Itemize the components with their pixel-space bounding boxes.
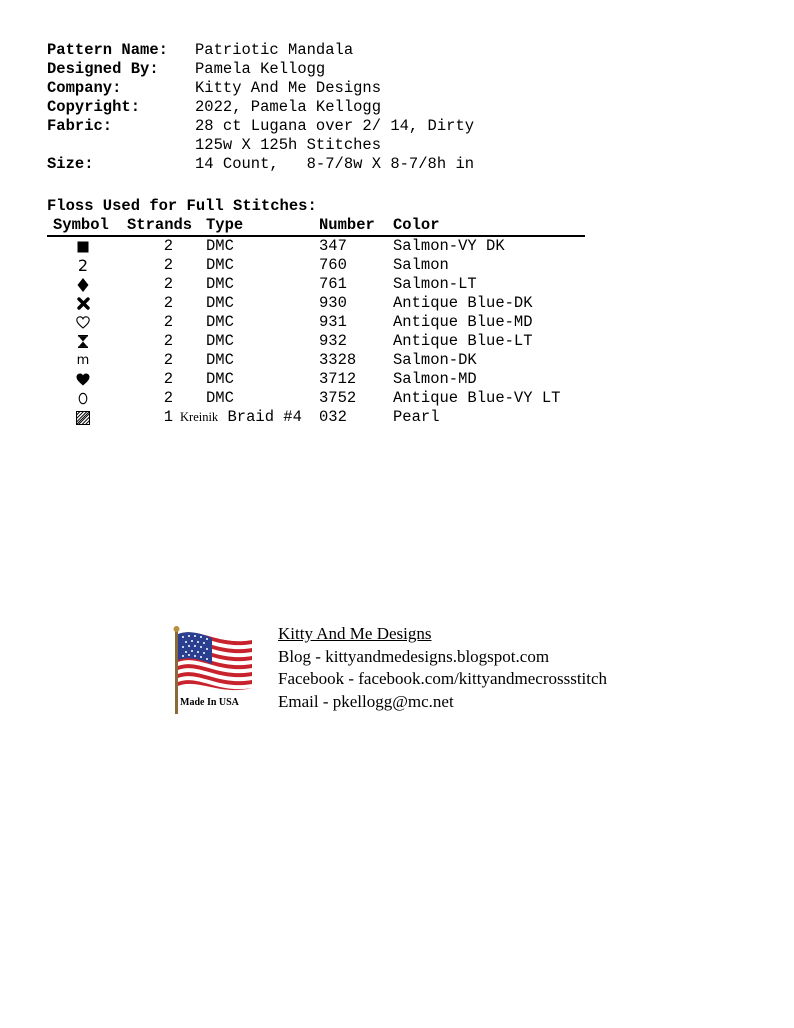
type-cell: DMC xyxy=(206,256,234,274)
strands-cell: 2 xyxy=(163,370,173,388)
hatched-square-icon xyxy=(75,408,91,427)
strands-cell: 2 xyxy=(163,256,173,274)
table-row xyxy=(47,332,585,351)
company-value: Kitty And Me Designs xyxy=(195,79,382,97)
type-cell: DMC xyxy=(206,351,234,369)
strands-cell: 2 xyxy=(163,294,173,312)
header-type: Type xyxy=(206,216,244,234)
color-cell: Salmon-LT xyxy=(393,275,477,293)
table-row xyxy=(47,408,585,427)
strands-cell: 1 xyxy=(163,408,173,426)
header-number: Number xyxy=(319,216,375,234)
type-cell: DMC xyxy=(206,294,234,312)
color-cell: Salmon-MD xyxy=(393,370,477,388)
color-cell: Salmon-DK xyxy=(393,351,477,369)
made-in-usa-flag xyxy=(168,624,256,716)
designed-by-value: Pamela Kellogg xyxy=(195,60,326,78)
type-cell: DMC xyxy=(206,275,234,293)
outline-oval-icon xyxy=(75,389,91,408)
floss-section-title: Floss Used for Full Stitches: xyxy=(47,197,317,215)
color-cell: Salmon xyxy=(393,256,449,274)
size-value: 14 Count, 8-7/8w X 8-7/8h in xyxy=(195,155,475,173)
color-cell: Antique Blue-LT xyxy=(393,332,533,350)
table-row xyxy=(47,294,585,313)
type-cell: DMC xyxy=(206,313,234,331)
color-cell: Pearl xyxy=(393,408,440,426)
fabric-row-continued xyxy=(47,136,474,155)
designed-by-row xyxy=(47,60,474,79)
size-label: Size: xyxy=(47,155,94,173)
filled-square-icon xyxy=(75,237,91,256)
number-cell: 761 xyxy=(319,275,347,293)
table-row xyxy=(47,256,585,275)
type-cell: DMC xyxy=(206,389,234,407)
table-row xyxy=(47,389,585,408)
number-cell: 760 xyxy=(319,256,347,274)
strands-cell: 2 xyxy=(163,313,173,331)
pattern-name-row xyxy=(47,41,474,60)
size-row xyxy=(47,155,474,174)
type-cell: DMC xyxy=(206,370,234,388)
type-cell: DMC xyxy=(206,332,234,350)
copyright-row xyxy=(47,98,474,117)
filled-heart-icon xyxy=(75,370,91,389)
pattern-name-value: Patriotic Mandala xyxy=(195,41,354,59)
copyright-label: Copyright: xyxy=(47,98,141,116)
header-symbol: Symbol xyxy=(53,216,109,234)
table-row xyxy=(47,351,585,370)
number-cell: 3328 xyxy=(319,351,357,369)
floss-table xyxy=(47,216,585,427)
fabric-label: Fabric: xyxy=(47,117,113,135)
digit-two-icon: 2 xyxy=(77,256,89,275)
contact-info xyxy=(278,623,607,713)
hourglass-icon xyxy=(75,332,91,351)
strands-cell: 2 xyxy=(163,275,173,293)
outline-heart-icon xyxy=(75,313,91,332)
pattern-name-label: Pattern Name: xyxy=(47,41,168,59)
number-cell: 930 xyxy=(319,294,347,312)
type-name: Braid #4 xyxy=(227,408,302,426)
made-in-usa-caption: Made In USA xyxy=(180,697,239,708)
header-strands: Strands xyxy=(127,216,193,234)
table-row xyxy=(47,275,585,294)
fabric-value-line1: 28 ct Lugana over 2/ 14, Dirty xyxy=(195,117,475,135)
number-cell: 347 xyxy=(319,237,347,255)
company-row xyxy=(47,79,474,98)
type-cell: DMC xyxy=(206,237,234,255)
strands-cell: 2 xyxy=(163,332,173,350)
color-cell: Antique Blue-MD xyxy=(393,313,533,331)
header-color: Color xyxy=(393,216,440,234)
footer-facebook: Facebook - facebook.com/kittyandmecrossstitch xyxy=(278,669,608,688)
fabric-row xyxy=(47,117,474,136)
footer-blog: Blog - kittyandmedesigns.blogspot.com xyxy=(278,646,550,666)
designed-by-label: Designed By: xyxy=(47,60,159,78)
number-cell: 932 xyxy=(319,332,347,350)
fabric-value-line2: 125w X 125h Stitches xyxy=(195,136,382,154)
copyright-value: 2022, Pamela Kellogg xyxy=(195,98,382,116)
company-label: Company: xyxy=(47,79,122,97)
pattern-info xyxy=(47,41,474,174)
floss-table-header xyxy=(47,216,585,237)
color-cell: Antique Blue-VY LT xyxy=(393,389,561,407)
color-cell: Antique Blue-DK xyxy=(393,294,533,312)
strands-cell: 2 xyxy=(163,237,173,255)
bold-x-icon xyxy=(75,294,91,313)
table-row xyxy=(47,370,585,389)
table-row xyxy=(47,237,585,256)
color-cell: Salmon-VY DK xyxy=(393,237,505,255)
type-brand: Kreinik xyxy=(180,410,219,424)
number-cell: 3752 xyxy=(319,389,357,407)
strands-cell: 2 xyxy=(163,351,173,369)
number-cell: 3712 xyxy=(319,370,357,388)
footer-company: Kitty And Me Designs xyxy=(278,624,432,643)
filled-diamond-icon xyxy=(75,275,91,294)
table-row xyxy=(47,313,585,332)
strands-cell: 2 xyxy=(163,389,173,407)
number-cell: 032 xyxy=(319,408,347,426)
type-cell xyxy=(180,408,302,427)
letter-m-icon: m xyxy=(76,353,90,368)
footer-email: Email - pkellogg@mc.net xyxy=(278,691,454,711)
number-cell: 931 xyxy=(319,313,347,331)
